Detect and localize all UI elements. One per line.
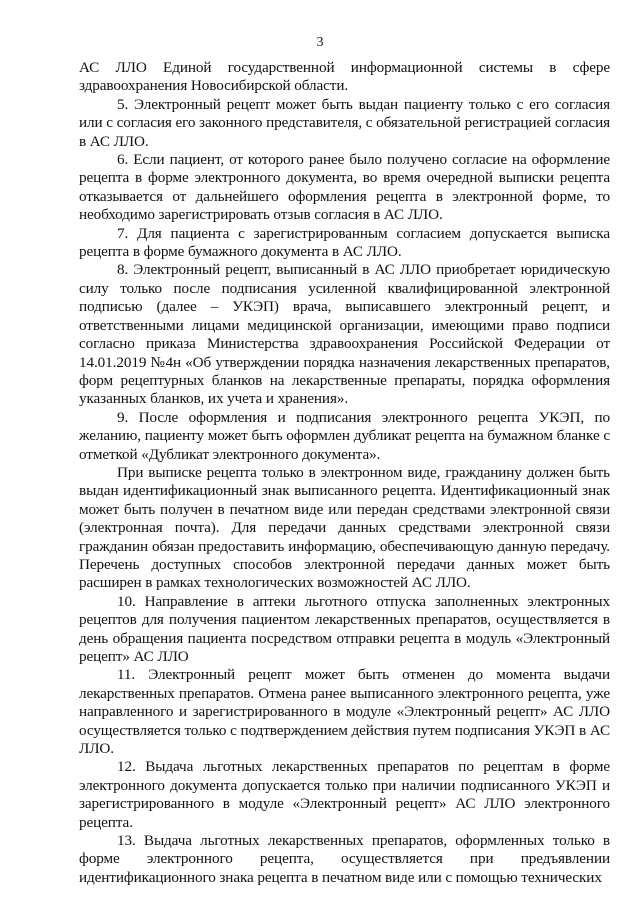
paragraph-item-10: 10. Направление в аптеки льготного отпуска заполненных электронных рецептов для получения пациентом лекарственных препаратов, осуществляется в день обращения пациента посредством отправки рецепта в модуль «Электронный рецепт» АС ЛЛО — [79, 592, 610, 665]
paragraph-item-13: 13. Выдача льготных лекарственных препаратов, оформленных только в форме электронного рецепта, осуществляется при предъявлении идентификационного знака рецепта в печатном виде или с помощью технических — [79, 832, 610, 886]
paragraph-item-11: 11. Электронный рецепт может быть отменен до момента выдачи лекарственных препаратов. Отмена ранее выписанного электронного рецепта, уже направленного и зарегистрированного в модуле «Электронный рецепт» АС ЛЛО осуществляется только с подтверждением действия путем подписания УКЭП в АС ЛЛО. — [79, 666, 610, 758]
paragraph-item-9-note: При выписке рецепта только в электронном виде, гражданину должен быть выдан идентификационный знак выписанного рецепта. Идентификационный знак может быть получен в печатном виде или передан средствами электронной связи (электронная почта). Для передачи данных средствами электронной связи гражданин обязан предоставить информацию, обеспечивающую данную передачу. Перечень доступных способов электронной передачи данных может быть расширен в рамках технологических возможностей АС ЛЛО. — [79, 463, 610, 592]
paragraph-item-5: 5. Электронный рецепт может быть выдан пациенту только с его согласия или с согласия его законного представителя, с обязательной регистрацией согласия в АС ЛЛО. — [79, 95, 610, 150]
paragraph-item-9: 9. После оформления и подписания электронного рецепта УКЭП, по желанию, пациенту может быть оформлен дубликат рецепта на бумажном бланке с отметкой «Дубликат электронного документа». — [79, 408, 610, 463]
document-body — [79, 59, 610, 887]
page-number: 3 — [316, 35, 324, 50]
paragraph-item-12: 12. Выдача льготных лекарственных препаратов по рецептам в форме электронного документа допускается только при наличии подписанного УКЭП и зарегистрированного в модуле «Электронный рецепт» АС ЛЛО электронного рецепта. — [79, 758, 610, 831]
paragraph-item-6: 6. Если пациент, от которого ранее было получено согласие на оформление рецепта в форме электронного документа, во время очередной выписки рецепта отказывается от дальнейшего оформления рецепта в электронной форме, то необходимо зарегистрировать отзыв согласия в АС ЛЛО. — [79, 151, 610, 224]
paragraph-continuation: АС ЛЛО Единой государственной информационной системы в сфере здравоохранения Новосибирской области. — [79, 59, 610, 95]
paragraph-item-8: 8. Электронный рецепт, выписанный в АС ЛЛО приобретает юридическую силу только после подписания усиленной квалифицированной электронной подписью (далее – УКЭП) врача, выписавшего электронный рецепт, и ответственными лицами медицинской организации, имеющими право подписи согласно приказа Министерства здравоохранения Российской Федерации от 14.01.2019 №4н «Об утверждении порядка назначения лекарственных препаратов, форм рецептурных бланков на лекарственные препараты, порядка оформления указанных бланков, их учета и хранения». — [79, 261, 610, 408]
paragraph-item-7: 7. Для пациента с зарегистрированным согласием допускается выписка рецепта в форме бумажного документа в АС ЛЛО. — [79, 224, 610, 261]
